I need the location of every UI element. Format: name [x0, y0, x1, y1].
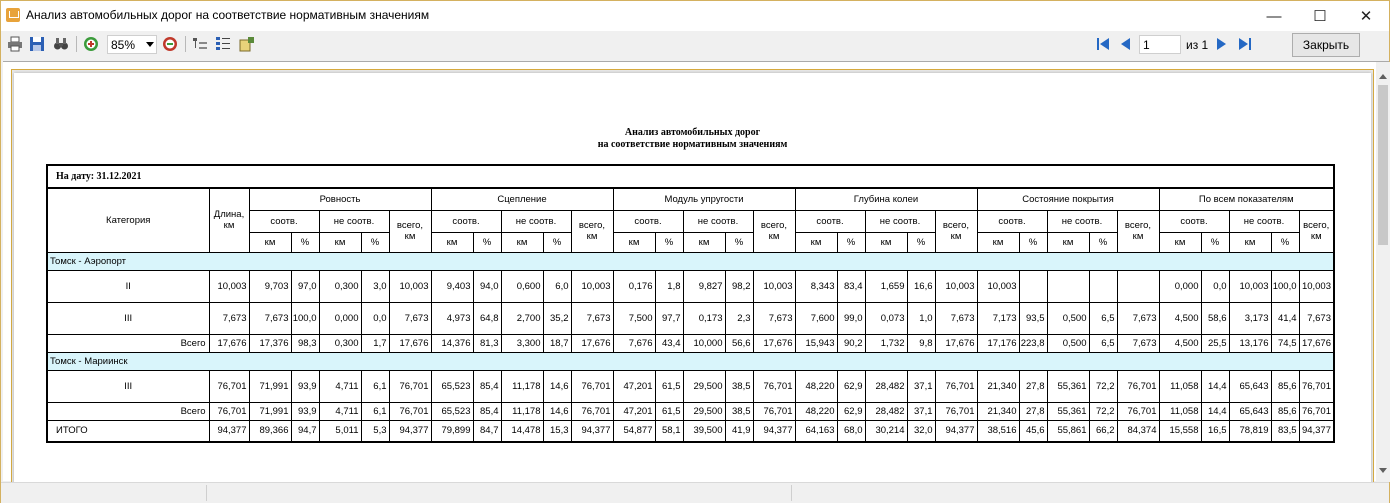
- table-cell: 98,2: [725, 270, 753, 302]
- table-cell: 16,6: [907, 270, 935, 302]
- table-row: [47, 302, 1334, 334]
- table-cell: 15,3: [543, 420, 571, 442]
- zoom-select[interactable]: [107, 35, 157, 54]
- table-cell: 17,676: [935, 334, 977, 352]
- table-cell: 4,973: [431, 302, 473, 334]
- table-cell: 7,673: [1117, 302, 1159, 334]
- header-group: Ровность: [249, 188, 431, 210]
- table-cell: 61,5: [655, 402, 683, 420]
- table-cell: 97,0: [291, 270, 319, 302]
- table-cell: 7,500: [613, 302, 655, 334]
- table-cell: 94,377: [753, 420, 795, 442]
- page-number-input[interactable]: 1: [1139, 35, 1181, 54]
- table-cell: 94,0: [473, 270, 501, 302]
- header-km: км: [319, 232, 361, 252]
- toolbar-separator: [76, 36, 77, 52]
- table-cell: 66,2: [1089, 420, 1117, 442]
- table-cell: 14,376: [431, 334, 473, 352]
- header-km: км: [1229, 232, 1271, 252]
- page-count-label: из 1: [1186, 38, 1209, 52]
- table-cell: 35,2: [543, 302, 571, 334]
- status-bar: [1, 482, 1389, 503]
- table-cell: 7,173: [977, 302, 1019, 334]
- table-cell: 4,500: [1159, 302, 1201, 334]
- table-cell: 98,3: [291, 334, 319, 352]
- close-report-button[interactable]: Закрыть: [1292, 33, 1360, 57]
- report-title-line1: Анализ автомобильных дорог: [624, 127, 761, 138]
- table-cell: 94,377: [389, 420, 431, 442]
- table-cell: 76,701: [571, 370, 613, 402]
- table-cell: 1,732: [865, 334, 907, 352]
- table-cell: 14,6: [543, 402, 571, 420]
- header-total: всего, км: [935, 210, 977, 252]
- header-compliant: соотв.: [977, 210, 1047, 232]
- header-noncompliant: не соотв.: [1229, 210, 1299, 232]
- table-cell: 6,5: [1089, 334, 1117, 352]
- date-row: [47, 165, 1334, 188]
- table-cell: 11,058: [1159, 370, 1201, 402]
- table-cell: 83,4: [837, 270, 865, 302]
- header-pct: %: [725, 232, 753, 252]
- table-cell: 38,5: [725, 402, 753, 420]
- table-cell: 7,673: [389, 302, 431, 334]
- header-km: км: [1159, 232, 1201, 252]
- table-cell: 2,700: [501, 302, 543, 334]
- header-group: Сцепление: [431, 188, 613, 210]
- table-row: [47, 270, 1334, 302]
- table-cell: 56,6: [725, 334, 753, 352]
- table-cell: 58,1: [655, 420, 683, 442]
- header-noncompliant: не соотв.: [683, 210, 753, 232]
- table-cell: [1019, 270, 1047, 302]
- table-cell: 85,4: [473, 402, 501, 420]
- table-cell: 93,9: [291, 402, 319, 420]
- table-cell: 0,500: [1047, 334, 1089, 352]
- table-cell: 93,9: [291, 370, 319, 402]
- table-cell: 32,0: [907, 420, 935, 442]
- table-cell: 17,676: [389, 334, 431, 352]
- report-page: [14, 73, 1371, 493]
- table-cell: 8,343: [795, 270, 837, 302]
- header-compliant: соотв.: [249, 210, 319, 232]
- header-pct: %: [907, 232, 935, 252]
- table-cell: 43,4: [655, 334, 683, 352]
- header-group: Состояние покрытия: [977, 188, 1159, 210]
- report-title-line2: на соответствие нормативным значениям: [597, 139, 788, 150]
- header-pct: %: [1201, 232, 1229, 252]
- table-cell: 76,701: [1299, 370, 1334, 402]
- vertical-scrollbar[interactable]: [1376, 62, 1390, 482]
- row-label: III: [47, 302, 209, 334]
- table-cell: 6,5: [1089, 302, 1117, 334]
- table-cell: 7,600: [795, 302, 837, 334]
- row-label: Всего: [47, 334, 209, 352]
- table-cell: 3,173: [1229, 302, 1271, 334]
- group-name: Томск - Мариинск: [47, 352, 1334, 370]
- header-pct: %: [655, 232, 683, 252]
- status-divider: [206, 485, 207, 501]
- table-cell: 41,9: [725, 420, 753, 442]
- table-cell: 21,340: [977, 402, 1019, 420]
- zoom-value: 85%: [111, 38, 136, 52]
- table-cell: 6,1: [361, 402, 389, 420]
- table-cell: 65,643: [1229, 402, 1271, 420]
- table-cell: 100,0: [1271, 270, 1299, 302]
- report-table: [46, 164, 1335, 443]
- table-cell: 10,003: [571, 270, 613, 302]
- status-divider: [791, 485, 792, 501]
- table-cell: 9,827: [683, 270, 725, 302]
- row-length: 7,673: [209, 302, 249, 334]
- table-cell: 72,2: [1089, 370, 1117, 402]
- header-group: Глубина колеи: [795, 188, 977, 210]
- table-cell: 55,361: [1047, 370, 1089, 402]
- table-cell: 85,6: [1271, 402, 1299, 420]
- header-pct: %: [837, 232, 865, 252]
- table-cell: 223,8: [1019, 334, 1047, 352]
- header-total: всего, км: [389, 210, 431, 252]
- settings-icon[interactable]: [237, 34, 257, 54]
- table-cell: 4,711: [319, 370, 361, 402]
- scroll-up-icon[interactable]: [1379, 74, 1387, 79]
- table-cell: 76,701: [1117, 370, 1159, 402]
- table-cell: 7,673: [1299, 302, 1334, 334]
- row-length: 10,003: [209, 270, 249, 302]
- table-cell: 76,701: [753, 370, 795, 402]
- table-cell: 10,003: [389, 270, 431, 302]
- table-cell: 76,701: [1299, 402, 1334, 420]
- header-km: км: [1047, 232, 1089, 252]
- table-cell: 72,2: [1089, 402, 1117, 420]
- table-cell: 65,523: [431, 370, 473, 402]
- table-cell: 76,701: [935, 402, 977, 420]
- table-cell: 7,673: [935, 302, 977, 334]
- table-cell: 55,861: [1047, 420, 1089, 442]
- table-cell: 65,643: [1229, 370, 1271, 402]
- table-cell: 71,991: [249, 402, 291, 420]
- table-cell: 93,5: [1019, 302, 1047, 334]
- zoom-in-icon[interactable]: [81, 34, 101, 54]
- table-cell: 10,003: [977, 270, 1019, 302]
- table-cell: 14,478: [501, 420, 543, 442]
- header-compliant: соотв.: [613, 210, 683, 232]
- header-compliant: соотв.: [1159, 210, 1229, 232]
- table-cell: 27,8: [1019, 370, 1047, 402]
- table-cell: 1,8: [655, 270, 683, 302]
- table-cell: 11,178: [501, 370, 543, 402]
- table-cell: 14,4: [1201, 370, 1229, 402]
- table-cell: 94,377: [1299, 420, 1334, 442]
- table-cell: 0,0: [1201, 270, 1229, 302]
- table-cell: 0,000: [319, 302, 361, 334]
- header-pct: %: [291, 232, 319, 252]
- table-cell: 64,8: [473, 302, 501, 334]
- header-km: км: [501, 232, 543, 252]
- table-cell: 17,176: [977, 334, 1019, 352]
- row-length: 17,676: [209, 334, 249, 352]
- close-window-button[interactable]: ✕: [1359, 8, 1373, 25]
- table-cell: 0,000: [1159, 270, 1201, 302]
- table-cell: 68,0: [837, 420, 865, 442]
- table-cell: 89,366: [249, 420, 291, 442]
- header-total: всего, км: [1117, 210, 1159, 252]
- next-page-icon[interactable]: [1211, 34, 1231, 54]
- table-cell: 65,523: [431, 402, 473, 420]
- table-row: [47, 370, 1334, 402]
- window-title: Анализ автомобильных дорог на соответствие нормативным значениям: [26, 8, 430, 22]
- header-km: км: [431, 232, 473, 252]
- header-km: км: [865, 232, 907, 252]
- table-cell: 18,7: [543, 334, 571, 352]
- table-cell: [1089, 270, 1117, 302]
- table-cell: 7,673: [1117, 334, 1159, 352]
- toolbar: [1, 31, 1389, 59]
- table-cell: 55,361: [1047, 402, 1089, 420]
- table-cell: 1,0: [907, 302, 935, 334]
- table-cell: 28,482: [865, 370, 907, 402]
- scroll-down-icon[interactable]: [1379, 468, 1387, 473]
- row-length: 76,701: [209, 370, 249, 402]
- table-cell: 58,6: [1201, 302, 1229, 334]
- header-km: км: [977, 232, 1019, 252]
- title-bar: [1, 1, 1389, 31]
- table-cell: [1047, 270, 1089, 302]
- table-cell: 81,3: [473, 334, 501, 352]
- table-cell: 76,701: [389, 370, 431, 402]
- grand-total-row: [47, 420, 1334, 442]
- table-cell: 4,500: [1159, 334, 1201, 352]
- table-cell: 76,701: [935, 370, 977, 402]
- table-cell: 10,003: [1299, 270, 1334, 302]
- row-label: ИТОГО: [47, 420, 209, 442]
- table-cell: 27,8: [1019, 402, 1047, 420]
- table-cell: 39,500: [683, 420, 725, 442]
- table-cell: 3,0: [361, 270, 389, 302]
- table-cell: 5,011: [319, 420, 361, 442]
- zoom-out-icon[interactable]: [160, 34, 180, 54]
- header-km: км: [613, 232, 655, 252]
- table-cell: 15,558: [1159, 420, 1201, 442]
- row-length: 94,377: [209, 420, 249, 442]
- table-cell: 54,877: [613, 420, 655, 442]
- header-row: [47, 188, 1334, 210]
- table-cell: 10,003: [935, 270, 977, 302]
- table-cell: 38,516: [977, 420, 1019, 442]
- table-cell: 99,0: [837, 302, 865, 334]
- table-cell: 74,5: [1271, 334, 1299, 352]
- last-page-icon[interactable]: [1235, 34, 1255, 54]
- table-cell: 7,676: [613, 334, 655, 352]
- header-pct: %: [473, 232, 501, 252]
- table-cell: 38,5: [725, 370, 753, 402]
- table-cell: 71,991: [249, 370, 291, 402]
- row-label: II: [47, 270, 209, 302]
- header-compliant: соотв.: [795, 210, 865, 232]
- report-date: На дату: 31.12.2021: [47, 165, 1334, 188]
- table-cell: 7,673: [753, 302, 795, 334]
- table-cell: 61,5: [655, 370, 683, 402]
- table-cell: 9,703: [249, 270, 291, 302]
- row-label: III: [47, 370, 209, 402]
- table-cell: 0,0: [361, 302, 389, 334]
- table-cell: 11,178: [501, 402, 543, 420]
- table-cell: 85,4: [473, 370, 501, 402]
- header-noncompliant: не соотв.: [319, 210, 389, 232]
- header-compliant: соотв.: [431, 210, 501, 232]
- table-cell: 17,676: [1299, 334, 1334, 352]
- table-cell: 0,600: [501, 270, 543, 302]
- minimize-button[interactable]: —: [1266, 7, 1282, 25]
- table-cell: 76,701: [1117, 402, 1159, 420]
- table-cell: 5,3: [361, 420, 389, 442]
- header-noncompliant: не соотв.: [501, 210, 571, 232]
- table-cell: 16,5: [1201, 420, 1229, 442]
- header-pct: %: [543, 232, 571, 252]
- report-title: [14, 127, 1371, 151]
- table-cell: 7,673: [571, 302, 613, 334]
- row-length: 76,701: [209, 402, 249, 420]
- table-cell: 10,003: [753, 270, 795, 302]
- table-cell: 94,7: [291, 420, 319, 442]
- table-cell: 6,0: [543, 270, 571, 302]
- table-cell: 79,899: [431, 420, 473, 442]
- table-cell: 30,214: [865, 420, 907, 442]
- toolbar-separator: [185, 36, 186, 52]
- table-cell: 76,701: [389, 402, 431, 420]
- table-cell: 37,1: [907, 370, 935, 402]
- table-cell: 1,7: [361, 334, 389, 352]
- table-cell: 14,6: [543, 370, 571, 402]
- table-cell: 2,3: [725, 302, 753, 334]
- header-group: По всем показателям: [1159, 188, 1334, 210]
- chevron-down-icon: [146, 42, 154, 47]
- table-cell: 17,676: [571, 334, 613, 352]
- subtotal-row: [47, 402, 1334, 420]
- table-cell: 7,673: [249, 302, 291, 334]
- header-km: км: [795, 232, 837, 252]
- table-cell: 25,5: [1201, 334, 1229, 352]
- table-cell: 62,9: [837, 370, 865, 402]
- table-cell: 41,4: [1271, 302, 1299, 334]
- table-cell: 3,300: [501, 334, 543, 352]
- header-total: всего, км: [753, 210, 795, 252]
- table-cell: 0,173: [683, 302, 725, 334]
- table-cell: 83,5: [1271, 420, 1299, 442]
- scroll-thumb[interactable]: [1378, 85, 1388, 245]
- table-cell: 76,701: [753, 402, 795, 420]
- header-total: всего, км: [1299, 210, 1334, 252]
- header-category: Категория: [47, 188, 209, 252]
- table-cell: 94,377: [571, 420, 613, 442]
- table-cell: 0,073: [865, 302, 907, 334]
- table-cell: 29,500: [683, 370, 725, 402]
- table-cell: 47,201: [613, 402, 655, 420]
- table-cell: 97,7: [655, 302, 683, 334]
- header-pct: %: [1271, 232, 1299, 252]
- table-cell: [1117, 270, 1159, 302]
- row-label: Всего: [47, 402, 209, 420]
- table-cell: 48,220: [795, 402, 837, 420]
- table-cell: 62,9: [837, 402, 865, 420]
- table-cell: 76,701: [571, 402, 613, 420]
- table-cell: 100,0: [291, 302, 319, 334]
- table-cell: 0,300: [319, 270, 361, 302]
- table-cell: 47,201: [613, 370, 655, 402]
- table-cell: 78,819: [1229, 420, 1271, 442]
- table-cell: 37,1: [907, 402, 935, 420]
- table-cell: 21,340: [977, 370, 1019, 402]
- first-page-icon[interactable]: [1093, 34, 1113, 54]
- group-row: [47, 252, 1334, 270]
- table-cell: 84,374: [1117, 420, 1159, 442]
- table-cell: 17,676: [753, 334, 795, 352]
- header-pct: %: [1019, 232, 1047, 252]
- table-cell: 84,7: [473, 420, 501, 442]
- table-cell: 10,000: [683, 334, 725, 352]
- table-cell: 0,300: [319, 334, 361, 352]
- table-cell: 15,943: [795, 334, 837, 352]
- header-group: Модуль упругости: [613, 188, 795, 210]
- table-cell: 64,163: [795, 420, 837, 442]
- header-km: км: [249, 232, 291, 252]
- header-noncompliant: не соотв.: [1047, 210, 1117, 232]
- table-cell: 45,6: [1019, 420, 1047, 442]
- report-viewer: [3, 61, 1389, 481]
- list-icon[interactable]: [213, 34, 233, 54]
- table-cell: 9,8: [907, 334, 935, 352]
- page-frame: [11, 69, 1374, 489]
- table-cell: 9,403: [431, 270, 473, 302]
- table-cell: 29,500: [683, 402, 725, 420]
- table-cell: 90,2: [837, 334, 865, 352]
- header-total: всего, км: [571, 210, 613, 252]
- group-row: [47, 352, 1334, 370]
- table-cell: 4,711: [319, 402, 361, 420]
- find-icon[interactable]: [51, 34, 71, 54]
- save-icon[interactable]: [27, 34, 47, 54]
- table-cell: 94,377: [935, 420, 977, 442]
- table-cell: 17,376: [249, 334, 291, 352]
- header-km: км: [683, 232, 725, 252]
- print-icon[interactable]: [5, 34, 25, 54]
- table-cell: 0,176: [613, 270, 655, 302]
- group-name: Томск - Аэропорт: [47, 252, 1334, 270]
- table-cell: 14,4: [1201, 402, 1229, 420]
- table-cell: 28,482: [865, 402, 907, 420]
- subtotal-row: [47, 334, 1334, 352]
- table-cell: 6,1: [361, 370, 389, 402]
- table-cell: 0,500: [1047, 302, 1089, 334]
- header-length: Длина, км: [209, 188, 249, 252]
- table-cell: 11,058: [1159, 402, 1201, 420]
- table-cell: 13,176: [1229, 334, 1271, 352]
- header-noncompliant: не соотв.: [865, 210, 935, 232]
- prev-page-icon[interactable]: [1116, 34, 1136, 54]
- app-icon: [6, 8, 20, 22]
- maximize-button[interactable]: ☐: [1313, 8, 1327, 25]
- table-cell: 85,6: [1271, 370, 1299, 402]
- header-pct: %: [361, 232, 389, 252]
- table-cell: 48,220: [795, 370, 837, 402]
- tree-icon[interactable]: [190, 34, 210, 54]
- table-cell: 1,659: [865, 270, 907, 302]
- table-cell: 10,003: [1229, 270, 1271, 302]
- header-pct: %: [1089, 232, 1117, 252]
